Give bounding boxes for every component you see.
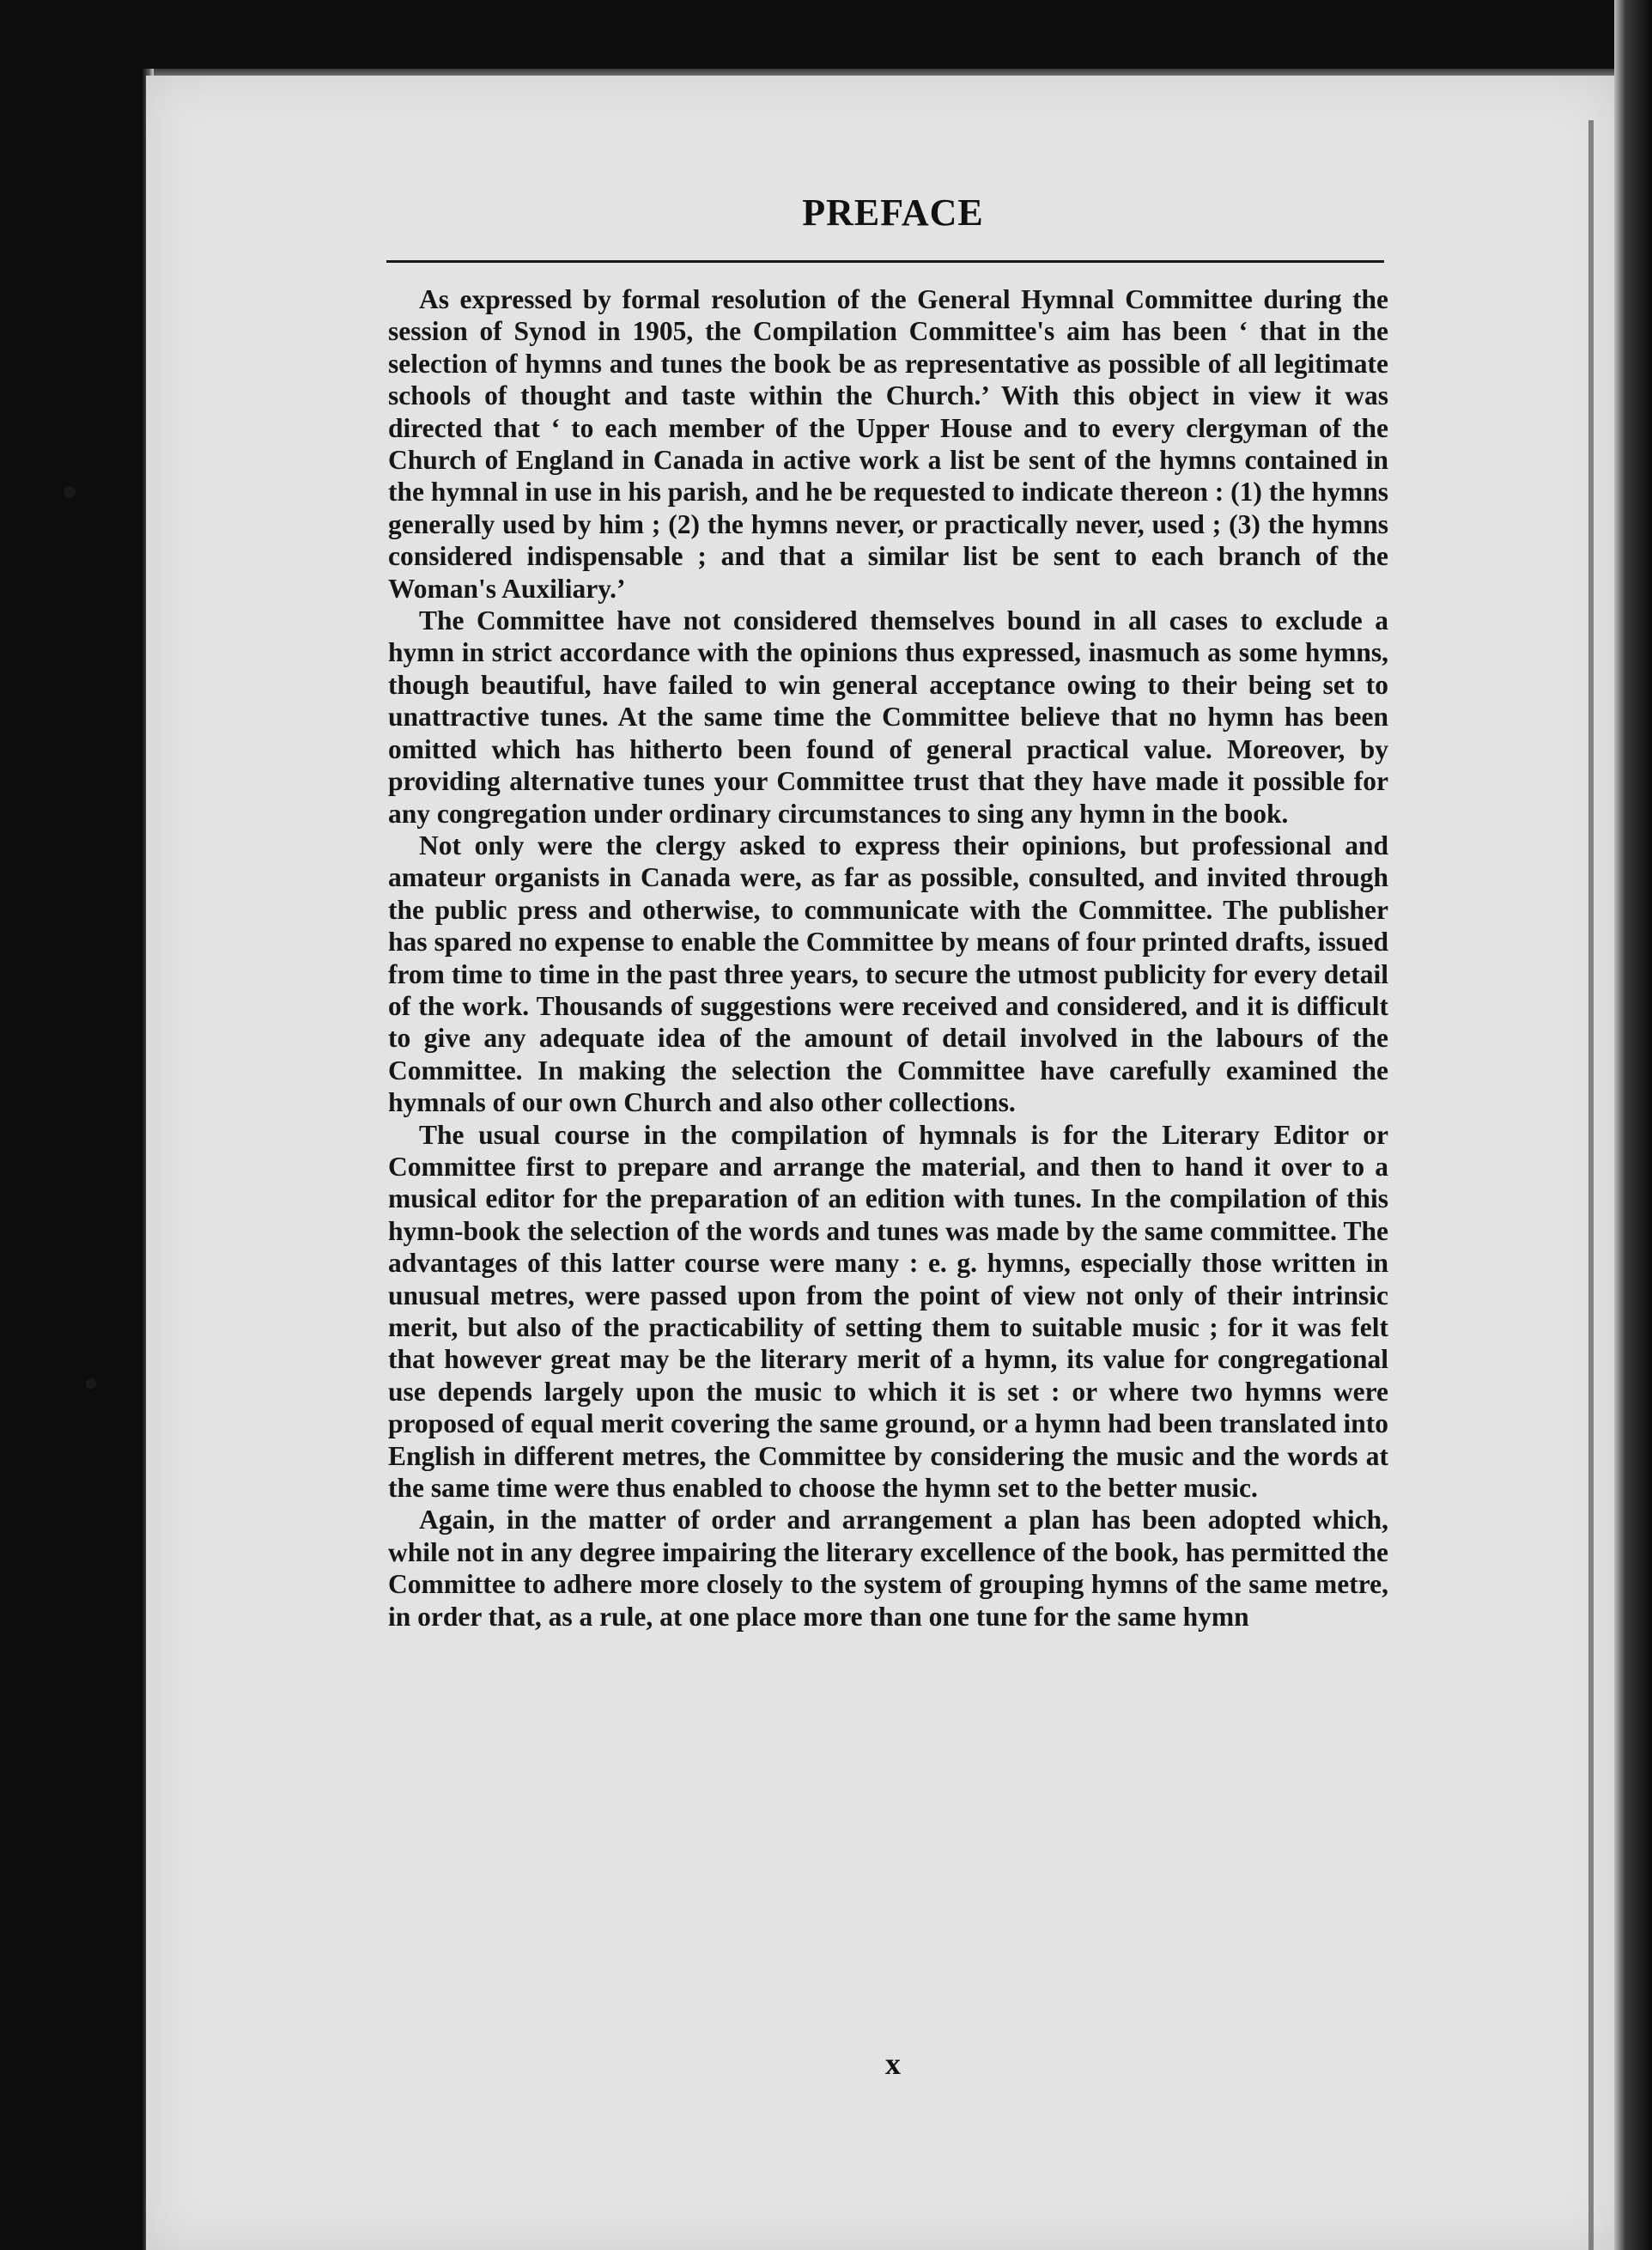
page-right-fold [1588, 120, 1594, 2250]
scan-speck [86, 1378, 96, 1389]
paragraph: The usual course in the compilation of hymnals is for the Literary Editor or Committee first to prepare and arrange the material, and then to hand it over to a musical editor for the preparation of an edition with tunes. In the compilation of this hymn-book the selection of the words and tunes was made by the same committee. The advantages of this latter course were many : e. g. hymns, especially those written in unusual metres, were passed upon from the point of view not only of their intrinsic merit, but also of the practicability of setting them to suitable music ; for it was felt that however great may be the literary merit of a hymn, its value for congregational use depends largely upon the music to which it is set : or where two hymns were proposed of equal merit covering the same ground, or a hymn had been translated into English in different metres, the Committee by considering the music and the words at the same time were thus enabled to choose the hymn set to the better music. [388, 1119, 1388, 1504]
page-title: PREFACE [802, 192, 984, 234]
title-rule [386, 260, 1384, 263]
preface-body [388, 283, 1388, 1633]
paragraph: Not only were the clergy asked to express their opinions, but professional and amateur organists in Canada were, as far as possible, consulted, and invited through the public press and otherwise, to communicate with the Committee. The publisher has spared no expense to enable the Committee by means of four printed drafts, issued from time to time in the past three years, to secure the utmost publicity for every detail of the work. Thousands of suggestions were received and considered, and it is difficult to give any adequate idea of the amount of detail involved in the labours of the Committee. In making the selection the Committee have carefully examined the hymnals of our own Church and also other collections. [388, 830, 1388, 1118]
page-right-edge [1614, 0, 1652, 2250]
page-number: x [885, 2046, 901, 2081]
paragraph: As expressed by formal resolution of the General Hymnal Committee during the session of Synod in 1905, the Compilation Committee's aim has been ‘ that in the selection of hymns and tunes the book be as representative as possible of all legitimate schools of thought and taste within the Church.’ With this object in view it was directed that ‘ to each member of the Upper House and to every clergyman of the Church of England in Canada in active work a list be sent of the hymns contained in the hymnal in use in his parish, and he be requested to indicate thereon : (1) the hymns generally used by him ; (2) the hymns never, or practically never, used ; (3) the hymns considered indispensable ; and that a similar list be sent to each branch of the Woman's Auxiliary.’ [388, 284, 1388, 604]
paragraph: The Committee have not considered themselves bound in all cases to exclude a hymn in strict accordance with the opinions thus expressed, inasmuch as some hymns, though beautiful, have failed to win general acceptance owing to their being set to unattractive tunes. At the same time the Committee believe that no hymn has been omitted which has hitherto been found of general practical value. Moreover, by providing alternative tunes your Committee trust that they have made it possible for any congregation under ordinary circumstances to sing any hymn in the book. [388, 605, 1388, 829]
scan-speck [64, 486, 76, 498]
paragraph: Again, in the matter of order and arrangement a plan has been adopted which, while not in any degree impairing the literary excellence of the book, has permitted the Committee to adhere more closely to the system of grouping hymns of the same metre, in order that, as a rule, at one place more than one tune for the same hymn [388, 1505, 1388, 1632]
